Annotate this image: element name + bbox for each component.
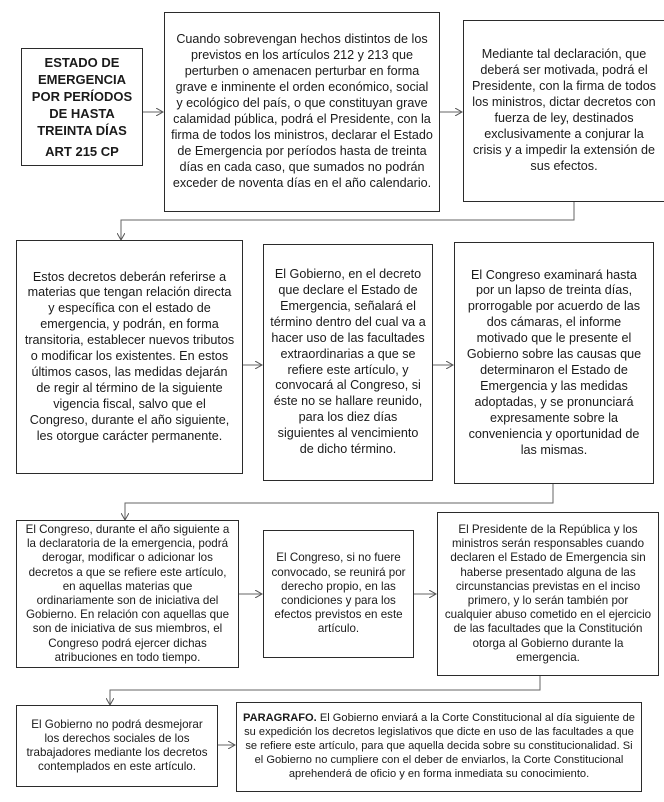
box-paragrafo xyxy=(236,702,642,792)
box-derechos-sociales-text: El Gobierno no podrá desmejorar los derechos sociales de los trabajadores mediante los decretos contemplados en este artículo. xyxy=(26,717,208,774)
box-decretos-materias-text: Estos decretos deberán referirse a materias que tengan relación directa y específica con el estado de emergencia, y podrán, en forma transitoria, establecer nuevos tributos o modificar los existentes. En estos últimos casos, las medidas dejarán de regir al término de la siguiente vigencia fiscal, salvo que el Congreso, durante el año siguiente, les otorgue carácter permanente. xyxy=(24,269,235,443)
paragrafo-label: PARAGRAFO. xyxy=(243,712,317,725)
box-paragrafo-text: El Gobierno enviará a la Corte Constitucional al día siguiente de su expedición los decretos legislativos que dicte en uso de las facultades a que se refiere este artículo, para que aquella decida sobre su constitucionalidad. Si el Gobierno no cumpliere con el deber de enviarlos, la Corte Constitucional aprehenderá de oficio y en forma inmediata su conocimiento. xyxy=(244,712,635,780)
box-presidente-responsable xyxy=(437,512,659,676)
box-decretos-materias xyxy=(16,240,243,474)
box-congreso-ano-siguiente xyxy=(16,520,239,668)
box-gobierno-decreto-text: El Gobierno, en el decreto que declare el Estado de Emergencia, señalará el término dentro del cual va a hacer uso de las facultades extraordinarias a que se refiere este artículo, y convocará al Congreso, si éste no se hallare reunido, para los diez días siguientes al vencimiento de dicho término. xyxy=(270,267,426,457)
title-box xyxy=(21,48,143,166)
box-gobierno-decreto xyxy=(263,244,433,481)
box-congreso-ano-siguiente-text: El Congreso, durante el año siguiente a la declaratoria de la emergencia, podrá derogar, modificar o adicionar los decretos a que se refiere este artículo, en aquellas materias que ordinariamente son de iniciativa del Gobierno. En relación con aquellas que son de iniciativa de sus miembros, el Congreso podrá ejercer dichas atribuciones en todo tiempo. xyxy=(25,522,230,664)
title-article: ART 215 CP xyxy=(45,144,119,159)
box-congreso-examinara-text: El Congreso examinará hasta por un lapso de treinta días, prorrogable por acuerdo de las dos cámaras, el informe motivado que le presente el Gobierno sobre las causas que determinaron el Estado de Emergencia y las medidas adoptadas, y se pronunciará expresamente sobre la conveniencia y oportunidad de las mismas. xyxy=(466,267,642,457)
box-derechos-sociales xyxy=(16,705,218,787)
box-declaracion-motivada xyxy=(463,20,664,202)
box-declaracion-motivada-text: Mediante tal declaración, que deberá ser motivada, podrá el Presidente, con la firma de todos los ministros, dictar decretos con fuerza de ley, destinados exclusivamente a conjurar la crisis y a impedir la extensión de sus efectos. xyxy=(471,47,657,173)
box-paragrafo-content xyxy=(243,712,635,782)
title-main: ESTADO DE EMERGENCIA POR PERÍODOS DE HASTA TREINTA DÍAS xyxy=(31,55,133,138)
box-congreso-examinara xyxy=(454,242,654,484)
box-presidente-responsable-text: El Presidente de la República y los ministros serán responsables cuando declaren el Estado de Emergencia sin haberse presentado alguna de las circunstancias previstas en el inciso primero, y lo serán también por cualquier abuso cometido en el ejercicio de las facultades que la Constitución otorga al Gobierno durante la emergencia. xyxy=(444,522,652,664)
box-congreso-no-convocado xyxy=(263,530,414,658)
box-hechos-distintos xyxy=(164,12,440,212)
box-congreso-no-convocado-text: El Congreso, si no fuere convocado, se reunirá por derecho propio, en las condiciones y para los efectos previstos en este artículo. xyxy=(271,551,406,636)
arrow-9 xyxy=(110,676,540,705)
box-hechos-distintos-text: Cuando sobrevengan hechos distintos de los previstos en los artículos 212 y 213 que perturben o amenacen perturbar en forma grave e inminente el orden económico, social y ecológico del país, o que constituyan grave calamidad pública, podrá el Presidente, con la firma de todos los ministros, declarar el Estado de Emergencia por períodos hasta de treinta días en cada caso, que sumados no podrán exceder de noventa días en el año calendario. xyxy=(171,32,433,190)
